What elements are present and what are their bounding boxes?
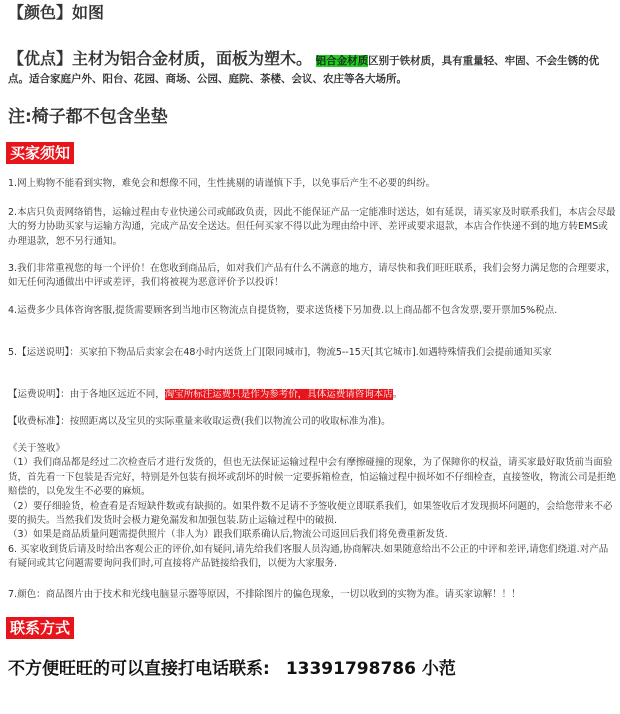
notice-paragraph-3: 3.我们非常重视您的每一个评价！在您收到商品后，如对我们产品有什么不满意的地方，请尽快和我们旺旺联系，我们会努力满足您的合理要求，如无任何沟通做出中评或差评，我们将被视为恶意评价予以投诉！	[8, 263, 616, 289]
sign-item-2: （2）要仔细验货，检查看是否短缺件数或有缺损的。如果件数不足请不予签收便立即联系我们，如果签收后才发现损坏问题的，会给您带来不必要的损失。当然我们发货时会极力避免漏发和加强包装.防止运输过程中的破损.	[8, 500, 613, 527]
color-disclaimer: 7.颜色：商品图片由于技术和光线电脑显示器等原因，不排除图片的偏色现象，一切以收到的实物为准。请买家谅解！！！	[8, 589, 521, 600]
buyer-notice-banner: 买家须知	[6, 142, 74, 164]
sign-item-1: （1）我们商品都是经过二次检查后才进行发货的，但也无法保证运输过程中会有摩擦碰撞的现象，为了保障你的权益，请买家最好取货前当面验货，首先看一下包装是否完好，特别是外包装有损坏或刮坏的时候一定要拆箱检查，怕运输过程中损坏如不仔细检查，直接签收，物流公司是拒绝赔偿的，以免发生不必要的麻烦。	[8, 457, 617, 498]
freight-highlight: 淘宝所标注运费只是作为参考价，具体运费请咨询本店	[164, 389, 393, 400]
freight-prefix: 【运费说明】：由于各地区远近不同，	[8, 389, 165, 400]
freight-description	[8, 388, 616, 402]
review-policy: 6. 买家收到货后请及时给出客观公正的评价,如有疑问,请先给我们客服人员沟通,协商解决.如果随意给出不公正的中评和差评,请您们绕道.对产品有疑问或其它问题需要询问我们时,可直接将产品链接给我们，以便为大家服务.	[8, 543, 609, 570]
sign-title: 《关于签收》	[8, 443, 66, 454]
contact-text: 不方便旺旺的可以直接打电话联系:	[8, 659, 270, 679]
sign-item-3: （3）如果是商品质量问题需提供照片（非人为）跟我们联系确认后,物流公司返回后我们将免费重新发货.	[8, 529, 448, 541]
notice-paragraph-2: 2.本店只负责网络销售，运输过程由专业快递公司或邮政负责，因此不能保证产品一定能准时送达，如有延误，请买家及时联系我们，本店会尽最大的努力协助买家与运输方沟通，完成产品安全送达。但任何买家不得以此为理由给中评、差评或要求退款，本店合作快递不到的地方转EMS或办理退款，恕不另行通知。	[8, 207, 616, 247]
cushion-note: 注:椅子都不包含坐垫	[8, 107, 168, 127]
contact-line	[8, 654, 456, 679]
contact-phone[interactable]: 13391798786 小范	[285, 659, 456, 679]
freight-suffix: 。	[392, 389, 403, 400]
advantages-text: 区别于铁材质，具有重量轻、牢固、不会生锈的优点。适合家庭户外、阳台、花园、商场、公园、庭院、茶楼、会议、农庄等各大场所。	[8, 55, 600, 85]
shipping-description: 5.【运送说明】：买家拍下物品后卖家会在48小时内送货上门[限同城市]，物流5--15天[其它城市].如遇特殊情我们会提前通知买家	[8, 347, 552, 358]
charge-standard: 【收费标准】：按照距离以及宝贝的实际重量来收取运费(我们以物流公司的收取标准为准)。	[8, 416, 391, 427]
sign-section	[8, 442, 616, 572]
color-heading: 【颜色】如图	[8, 3, 105, 22]
contact-banner: 联系方式	[6, 617, 74, 639]
material-highlight: 铝合金材质	[315, 55, 369, 67]
advantages-headline: 【优点】主材为铝合金材质，面板为塑木。	[8, 49, 313, 68]
notice-paragraph-4: 4.运费多少具体咨询客服,提货需要顾客到当地市区物流点自提货物，要求送货楼下另加费.以上商品都不包含发票,要开票加5%税点.	[8, 305, 558, 316]
advantages-section	[8, 50, 614, 88]
notice-paragraph-1: 1.网上购物不能看到实物，难免会和想像不同，生性挑剔的请谨慎下手，以免事后产生不必要的纠纷。	[8, 178, 436, 189]
